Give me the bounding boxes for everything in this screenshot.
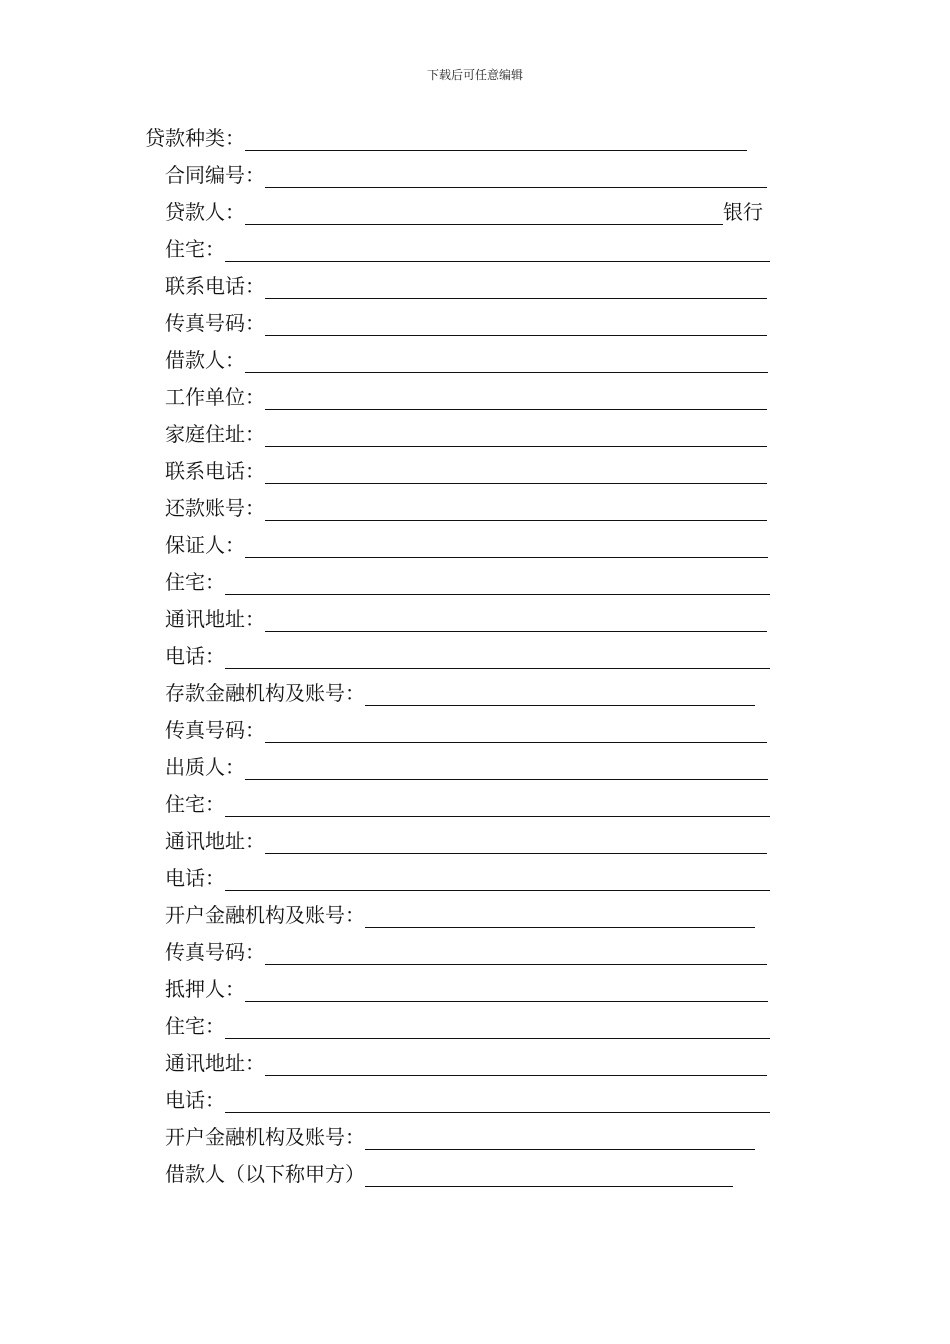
field-row-bank-institution-account [165, 895, 755, 932]
field-row-fax [165, 303, 767, 340]
blank-line[interactable] [265, 272, 767, 299]
field-label: 通讯地址： [165, 829, 265, 853]
field-row-pledgor [165, 747, 768, 784]
field-row-residence [165, 562, 770, 599]
blank-line[interactable] [225, 642, 770, 669]
field-label: 开户金融机构及账号： [165, 903, 365, 927]
field-row-deposit-institution-account [165, 673, 755, 710]
blank-line[interactable] [265, 494, 767, 521]
field-label: 电话： [165, 1088, 225, 1112]
field-label: 借款人（以下称甲方） [165, 1162, 365, 1186]
page-header: 下载后可任意编辑 [426, 68, 523, 82]
field-row-borrower [165, 340, 768, 377]
field-row-fax [165, 710, 767, 747]
field-row-contact-phone [165, 451, 767, 488]
field-label: 电话： [165, 644, 225, 668]
blank-line[interactable] [265, 161, 767, 188]
field-row-repayment-account [165, 488, 767, 525]
field-label: 传真号码： [165, 940, 265, 964]
field-row-phone [165, 636, 770, 673]
field-label: 电话： [165, 866, 225, 890]
field-row-phone [165, 1080, 770, 1117]
field-row-loan-type [145, 118, 747, 155]
blank-line[interactable] [245, 531, 768, 558]
blank-line[interactable] [265, 827, 767, 854]
blank-line[interactable] [225, 790, 770, 817]
blank-line[interactable] [225, 235, 770, 262]
field-row-residence [165, 784, 770, 821]
blank-line[interactable] [265, 420, 767, 447]
field-suffix: 银行 [723, 200, 763, 224]
field-row-phone [165, 858, 770, 895]
blank-line[interactable] [365, 901, 755, 928]
field-row-bank-institution-account [165, 1117, 755, 1154]
blank-line[interactable] [245, 198, 723, 225]
field-label: 存款金融机构及账号： [165, 681, 365, 705]
field-row-residence [165, 1006, 770, 1043]
blank-line[interactable] [265, 309, 767, 336]
field-label: 传真号码： [165, 311, 265, 335]
field-label: 联系电话： [165, 459, 265, 483]
field-label: 通讯地址： [165, 607, 265, 631]
blank-line[interactable] [225, 1012, 770, 1039]
field-label: 合同编号： [165, 163, 265, 187]
field-label: 传真号码： [165, 718, 265, 742]
field-row-borrower-party-a [165, 1154, 733, 1191]
blank-line[interactable] [365, 1123, 755, 1150]
field-label: 出质人： [165, 755, 245, 779]
field-row-mailing-address [165, 599, 767, 636]
blank-line[interactable] [265, 605, 767, 632]
blank-line[interactable] [225, 864, 770, 891]
field-label: 还款账号： [165, 496, 265, 520]
field-row-mailing-address [165, 1043, 767, 1080]
field-label: 住宅： [165, 237, 225, 261]
field-row-residence [165, 229, 770, 266]
blank-line[interactable] [365, 679, 755, 706]
field-label: 住宅： [165, 570, 225, 594]
blank-line[interactable] [245, 346, 768, 373]
field-label: 工作单位： [165, 385, 265, 409]
field-row-fax [165, 932, 767, 969]
field-label: 住宅： [165, 792, 225, 816]
field-label: 住宅： [165, 1014, 225, 1038]
blank-line[interactable] [265, 716, 767, 743]
field-row-mailing-address [165, 821, 767, 858]
field-label: 通讯地址： [165, 1051, 265, 1075]
field-row-employer [165, 377, 767, 414]
field-row-lender [165, 192, 763, 229]
field-row-contact-phone [165, 266, 767, 303]
field-label: 保证人： [165, 533, 245, 557]
field-label: 借款人： [165, 348, 245, 372]
field-label: 联系电话： [165, 274, 265, 298]
blank-line[interactable] [265, 457, 767, 484]
blank-line[interactable] [365, 1160, 733, 1187]
blank-line[interactable] [245, 975, 768, 1002]
blank-line[interactable] [225, 1086, 770, 1113]
blank-line[interactable] [245, 124, 747, 151]
blank-line[interactable] [265, 1049, 767, 1076]
field-label: 家庭住址： [165, 422, 265, 446]
blank-line[interactable] [265, 938, 767, 965]
blank-line[interactable] [245, 753, 768, 780]
field-label: 开户金融机构及账号： [165, 1125, 365, 1149]
field-label: 抵押人： [165, 977, 245, 1001]
blank-line[interactable] [265, 383, 767, 410]
field-label: 贷款人： [165, 200, 245, 224]
blank-line[interactable] [225, 568, 770, 595]
field-row-home-address [165, 414, 767, 451]
field-row-contract-number [165, 155, 767, 192]
field-row-guarantor [165, 525, 768, 562]
field-label: 贷款种类： [145, 126, 245, 150]
field-row-mortgagor [165, 969, 768, 1006]
